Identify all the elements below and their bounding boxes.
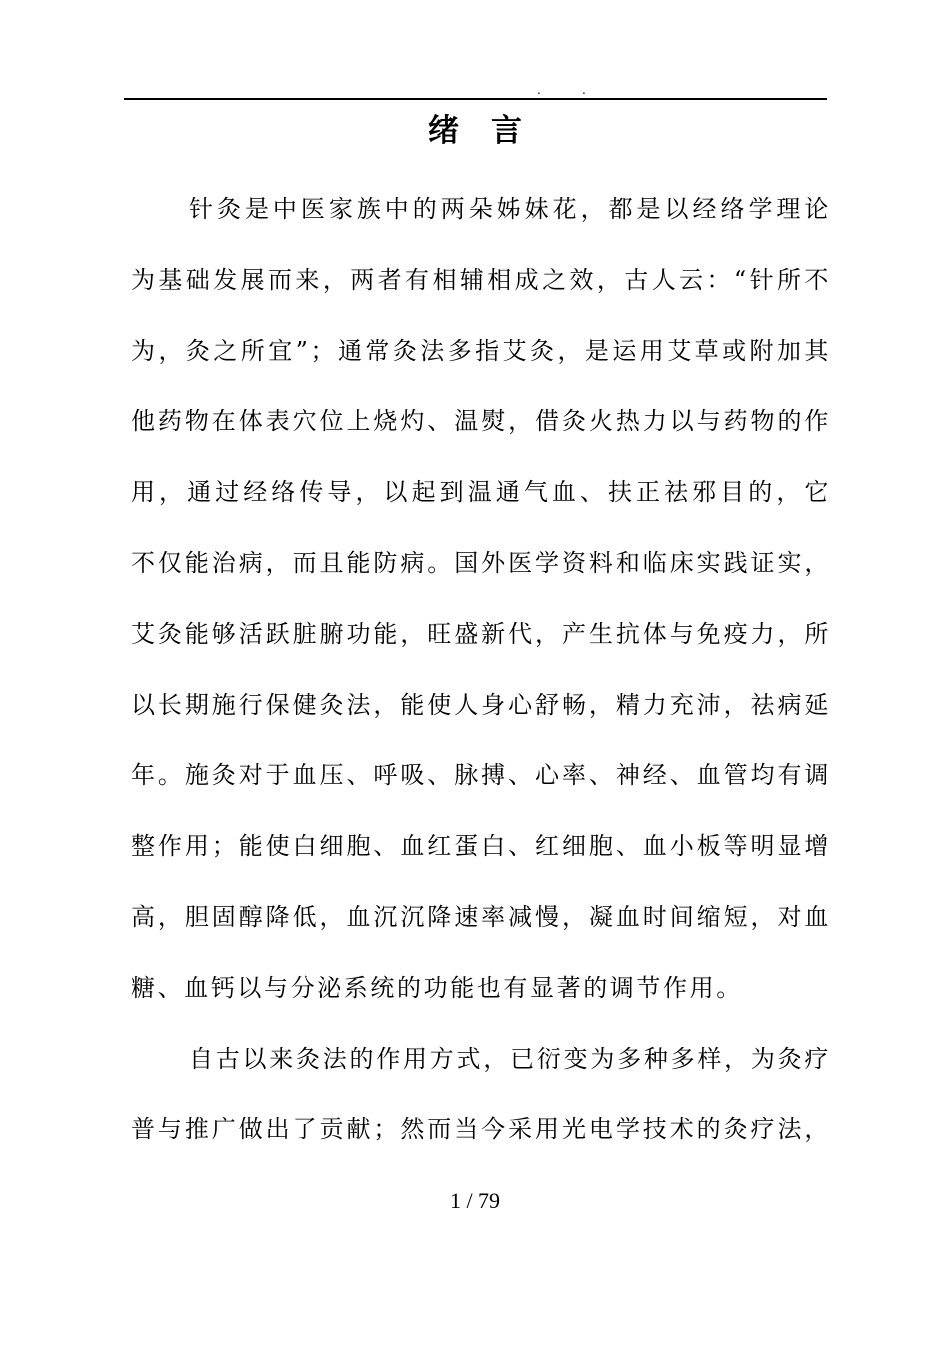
page-number: 1 / 79 [449, 1188, 501, 1213]
header-rule [124, 98, 827, 100]
body-text [131, 174, 831, 1165]
paragraph-line: 自古以来灸法的作用方式，已衍变为多种多样，为灸疗 [189, 1044, 831, 1073]
paragraph-line: 用，通过经络传导，以起到温通气血、扶正祛邪目的，它 [131, 478, 831, 507]
paragraph-line: 年。施灸对于血压、呼吸、脉搏、心率、神经、血管均有调 [131, 761, 831, 790]
paragraph-line: 艾灸能够活跃脏腑功能，旺盛新代，产生抗体与免疫力，所 [131, 619, 831, 648]
header-mark: . [582, 83, 586, 97]
page-title: 绪言 [428, 113, 554, 149]
paragraph-line: 整作用；能使白细胞、血红蛋白、红细胞、血小板等明显增 [131, 832, 831, 861]
paragraph-line: 为基础发展而来，两者有相辅相成之效，古人云：“针所不 [131, 265, 831, 294]
paragraph-line: 高，胆固醇降低，血沉沉降速率减慢，凝血时间缩短，对血 [131, 902, 831, 931]
paragraph-line: 不仅能治病，而且能防病。国外医学资料和临床实践证实， [131, 548, 831, 577]
paragraph-line: 以长期施行保健灸法，能使人身心舒畅，精力充沛，祛病延 [131, 690, 831, 719]
paragraph-line: 他药物在体表穴位上烧灼、温熨，借灸火热力以与药物的作 [131, 407, 831, 436]
paragraph-line: 针灸是中医家族中的两朵姊妹花，都是以经络学理论 [189, 195, 831, 223]
paragraph-line: 普与推广做出了贡献；然而当今采用光电学技术的灸疗法， [131, 1115, 831, 1144]
paragraph-line: 糖、血钙以与分泌系统的功能也有显著的调节作用。 [131, 973, 743, 1002]
paragraph-line: 为，灸之所宜”；通常灸法多指艾灸，是运用艾草或附加其 [131, 336, 831, 365]
header-mark: . [537, 83, 541, 97]
